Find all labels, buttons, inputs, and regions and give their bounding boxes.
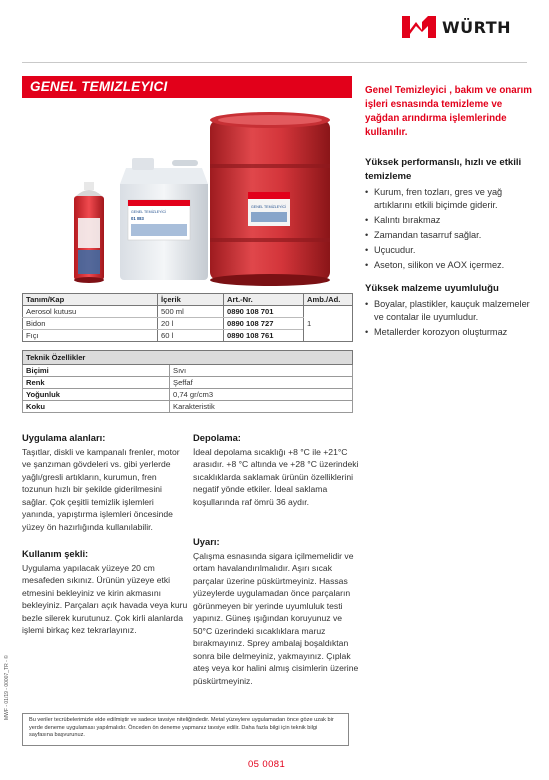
warning-section bbox=[193, 536, 359, 687]
tech-header-row bbox=[23, 351, 353, 365]
disclaimer-box: Bu veriler tecrübelerimizle elde edilmiştir ve sadece tavsiye niteliğindedir. Metal yüzeylere uygulamadan önce göze uzak bir yerde deneme uygulaması yapılmalıdır. Önceden ön deneme yapmanız tavsiye edilir. Daha fazla bilgi için teknik bilgi sayfasına başvurunuz. bbox=[22, 713, 349, 746]
brand-name: WÜRTH bbox=[442, 17, 512, 37]
product-name: Aerosol kutusu bbox=[23, 306, 158, 318]
product-article-number: 0890 108 701 bbox=[224, 306, 304, 318]
table-row bbox=[23, 365, 353, 377]
wurth-logo-mark-icon bbox=[402, 16, 436, 38]
product-name: Fıçı bbox=[23, 330, 158, 342]
wurth-logo bbox=[402, 16, 511, 38]
spec-key: Yoğunluk bbox=[23, 389, 170, 401]
document-code: MWF - 01/19 - 00007_TR - © bbox=[4, 655, 10, 720]
compatibility-item: • Boyalar, plastikler, kauçuk malzemeler ve contalar ile uyumludur. bbox=[365, 298, 537, 324]
top-divider bbox=[22, 62, 527, 63]
usage-areas-section bbox=[22, 432, 188, 533]
product-article-number: 0890 108 761 bbox=[224, 330, 304, 342]
storage-heading: Depolama: bbox=[193, 432, 241, 443]
table-row bbox=[23, 318, 353, 330]
spec-value: Karakteristik bbox=[170, 401, 353, 413]
compatibility-heading: Yüksek malzeme uyumluluğu bbox=[365, 283, 499, 294]
spec-key: Renk bbox=[23, 377, 170, 389]
feature-item: • Uçucudur. bbox=[365, 244, 537, 257]
usage-areas-text: Taşıtlar, diskli ve kampanalı frenler, motor ve şanzıman gövdeleri vs. gibi yerlerde yağlı/gresli artıkların, kurumun, fren tozunun hızlı bir şekilde giderilmesini sağlar. Çok çeşitli temizlik işlemleri yanında, yapıştırma işlemleri öncesinde yüzey ön hazırlığında kullanılabilir. bbox=[22, 446, 180, 532]
product-content: 20 l bbox=[158, 318, 224, 330]
compatibility-item: • Metallerder korozyon oluşturmaz bbox=[365, 326, 537, 339]
spec-key: Biçimi bbox=[23, 365, 170, 377]
tech-heading: Teknik Özellikler bbox=[23, 351, 353, 365]
warning-heading: Uyarı: bbox=[193, 536, 220, 547]
drum-label-text: GENEL TEMİZLEYİCİ bbox=[251, 205, 287, 209]
header-description: Tanım/Kap bbox=[23, 294, 158, 306]
usage-section bbox=[22, 548, 188, 637]
header-pack-unit: Amb./Ad. bbox=[304, 294, 353, 306]
table-row bbox=[23, 330, 353, 342]
usage-text: Uygulama yapılacak yüzeye 20 cm mesafeden sıkınız. Ürünün yüzeye etki etmesini bekleyiniz ve kirin akmasını bekleyiniz. Parçaları açık havada veya kuru bezle silerek kurutunuz. Çok kirli alanlarda işlemi birkaç kez tekrarlayınız. bbox=[22, 562, 188, 635]
product-content: 500 ml bbox=[158, 306, 224, 318]
page-number: 05 0081 bbox=[248, 759, 286, 770]
product-table bbox=[22, 293, 353, 342]
table-row bbox=[23, 377, 353, 389]
usage-areas-heading: Uygulama alanları: bbox=[22, 432, 106, 443]
header-article-number: Art.-Nr. bbox=[224, 294, 304, 306]
features-section bbox=[365, 156, 537, 274]
product-article-number: 0890 108 727 bbox=[224, 318, 304, 330]
tech-specs-table bbox=[22, 350, 353, 413]
product-name: Bidon bbox=[23, 318, 158, 330]
spec-value: 0,74 gr/cm3 bbox=[170, 389, 353, 401]
feature-item: • Kurum, fren tozları, gres ve yağ artıklarını etkili biçimde giderir. bbox=[365, 186, 537, 212]
can-product-code: 01 083 bbox=[131, 216, 144, 221]
page-title: GENEL TEMIZLEYICI bbox=[30, 79, 168, 94]
can-label-text: GENEL TEMİZLEYİCİ bbox=[131, 210, 167, 214]
table-row bbox=[23, 401, 353, 413]
product-content: 60 l bbox=[158, 330, 224, 342]
features-heading: Yüksek performanslı, hızlı ve etkili temizleme bbox=[365, 157, 522, 182]
storage-section bbox=[193, 432, 359, 508]
table-header-row bbox=[23, 294, 353, 306]
spec-value: Sıvı bbox=[170, 365, 353, 377]
compatibility-section bbox=[365, 282, 537, 341]
header-content: İçerik bbox=[158, 294, 224, 306]
drum-illustration bbox=[210, 112, 330, 286]
product-image bbox=[60, 106, 350, 288]
table-row bbox=[23, 389, 353, 401]
feature-item: • Kalıntı bırakmaz bbox=[365, 214, 537, 227]
usage-heading: Kullanım şekli: bbox=[22, 548, 89, 559]
feature-item: • Aseton, silikon ve AOX içermez. bbox=[365, 259, 537, 272]
intro-text: Genel Temizleyici , bakım ve onarım işleri esnasında temizleme ve yağdan arındırma işlemlerinde kullanılır. bbox=[365, 85, 532, 138]
product-pack-unit: 1 bbox=[304, 306, 353, 342]
spec-value: Şeffaf bbox=[170, 377, 353, 389]
canister-illustration bbox=[120, 158, 208, 280]
title-banner bbox=[22, 76, 352, 98]
storage-text: İdeal depolama sıcaklığı +8 °C ile +21°C arasıdır. +8 °C altında ve +28 °C üzerindeki sıcaklıklarda saklamak ürünün özelliklerini negatif yönde etkiler. İdeal saklama koşullarında raf ömrü 36 aydır. bbox=[193, 446, 359, 507]
spec-key: Koku bbox=[23, 401, 170, 413]
warning-text: Çalışma esnasında sigara içilmemelidir ve ortam havalandırılmalıdır. Aşırı sıcak parçalar üzerine püskürtmeyiniz. Hassas yüzeylerde uygulamadan önce parçaların görünmeyen bir yerinde uyumluluk testi yapınız. Güneş ışığından koruyunuz ve 50°C üzerindeki sıcaklıklara maruz bırakmayınız. Sprey ambalaj boşaldıktan sonra bile delmeyiniz, yakmayınız. Çıplak ateş veya kor halini almış cisimlerin üzerine püskürtmeyiniz. bbox=[193, 550, 359, 686]
table-row bbox=[23, 306, 353, 318]
aerosol-illustration bbox=[74, 182, 104, 283]
feature-item: • Zamandan tasarruf sağlar. bbox=[365, 229, 537, 242]
